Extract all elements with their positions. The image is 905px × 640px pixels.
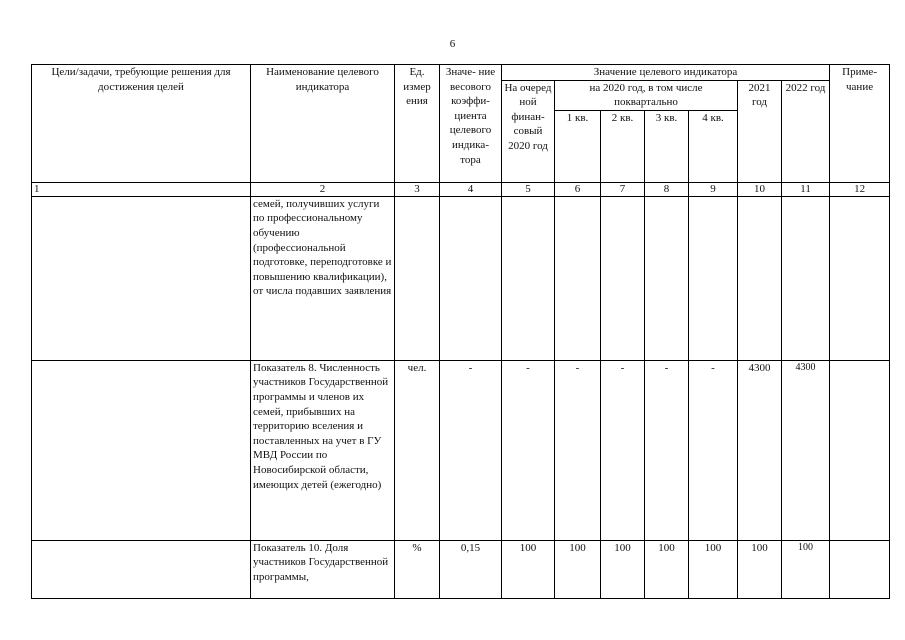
column-number: 12 xyxy=(830,182,890,196)
indicator-name-cell: семей, получивших услуги по профессиональному обучению (профессиональной подготовке, переподготовке и повышению квалификации), от числа подавших заявления xyxy=(251,196,395,360)
page-number: 6 xyxy=(449,38,456,50)
y2022-cell xyxy=(782,196,830,360)
q3-cell: - xyxy=(645,360,689,540)
q2-cell xyxy=(601,196,645,360)
q4-cell xyxy=(689,196,738,360)
header-2022: 2022 год xyxy=(782,80,830,182)
column-number: 9 xyxy=(689,182,738,196)
header-q3: 3 кв. xyxy=(645,110,689,182)
header-q1: 1 кв. xyxy=(555,110,601,182)
goal-cell xyxy=(32,540,251,598)
header-unit: Ед. измер ения xyxy=(395,65,440,183)
q4-cell: 100 xyxy=(689,540,738,598)
header-note: Приме- чание xyxy=(830,65,890,183)
y2022-cell: 4300 xyxy=(782,360,830,540)
note-cell xyxy=(830,196,890,360)
column-number: 3 xyxy=(395,182,440,196)
q1-cell: 100 xyxy=(555,540,601,598)
header-2021: 2021 год xyxy=(738,80,782,182)
table-row xyxy=(32,360,890,540)
table-row xyxy=(32,540,890,598)
next-year-cell xyxy=(502,196,555,360)
q3-cell: 100 xyxy=(645,540,689,598)
column-number: 10 xyxy=(738,182,782,196)
header-next-year: На очеред ной финан- совый 2020 год xyxy=(502,80,555,182)
q2-cell: 100 xyxy=(601,540,645,598)
header-value-group: Значение целевого индикатора xyxy=(502,65,830,81)
header-weight: Значе- ние весового коэффи- циента целевого индика- тора xyxy=(440,65,502,183)
indicator-table xyxy=(31,64,890,599)
column-number-row xyxy=(32,182,890,196)
header-q4: 4 кв. xyxy=(689,110,738,182)
header-row-1 xyxy=(32,65,890,81)
q2-cell: - xyxy=(601,360,645,540)
table-row xyxy=(32,196,890,360)
column-number: 2 xyxy=(251,182,395,196)
weight-cell xyxy=(440,196,502,360)
column-number: 5 xyxy=(502,182,555,196)
q1-cell: - xyxy=(555,360,601,540)
next-year-cell: - xyxy=(502,360,555,540)
q3-cell xyxy=(645,196,689,360)
y2021-cell: 100 xyxy=(738,540,782,598)
column-number: 7 xyxy=(601,182,645,196)
column-number: 1 xyxy=(32,182,251,196)
goal-cell xyxy=(32,196,251,360)
next-year-cell: 100 xyxy=(502,540,555,598)
goal-cell xyxy=(32,360,251,540)
y2022-cell: 100 xyxy=(782,540,830,598)
note-cell xyxy=(830,360,890,540)
weight-cell: - xyxy=(440,360,502,540)
column-number: 6 xyxy=(555,182,601,196)
unit-cell: % xyxy=(395,540,440,598)
indicator-name-cell: Показатель 8. Численность участников Государственной программы и членов их семей, прибывших на территорию вселения и поставленных на учет в ГУ МВД России по Новосибирской области, имеющих детей (ежегодно) xyxy=(251,360,395,540)
q4-cell: - xyxy=(689,360,738,540)
y2021-cell xyxy=(738,196,782,360)
column-number: 11 xyxy=(782,182,830,196)
header-indicator-name: Наименование целевого индикатора xyxy=(251,65,395,183)
note-cell xyxy=(830,540,890,598)
column-number: 4 xyxy=(440,182,502,196)
header-goals: Цели/задачи, требующие решения для достижения целей xyxy=(32,65,251,183)
header-2020-group: на 2020 год, в том числе поквартально xyxy=(555,80,738,110)
q1-cell xyxy=(555,196,601,360)
weight-cell: 0,15 xyxy=(440,540,502,598)
indicator-name-cell: Показатель 10. Доля участников Государственной программы, xyxy=(251,540,395,598)
column-number: 8 xyxy=(645,182,689,196)
unit-cell: чел. xyxy=(395,360,440,540)
y2021-cell: 4300 xyxy=(738,360,782,540)
unit-cell xyxy=(395,196,440,360)
header-q2: 2 кв. xyxy=(601,110,645,182)
